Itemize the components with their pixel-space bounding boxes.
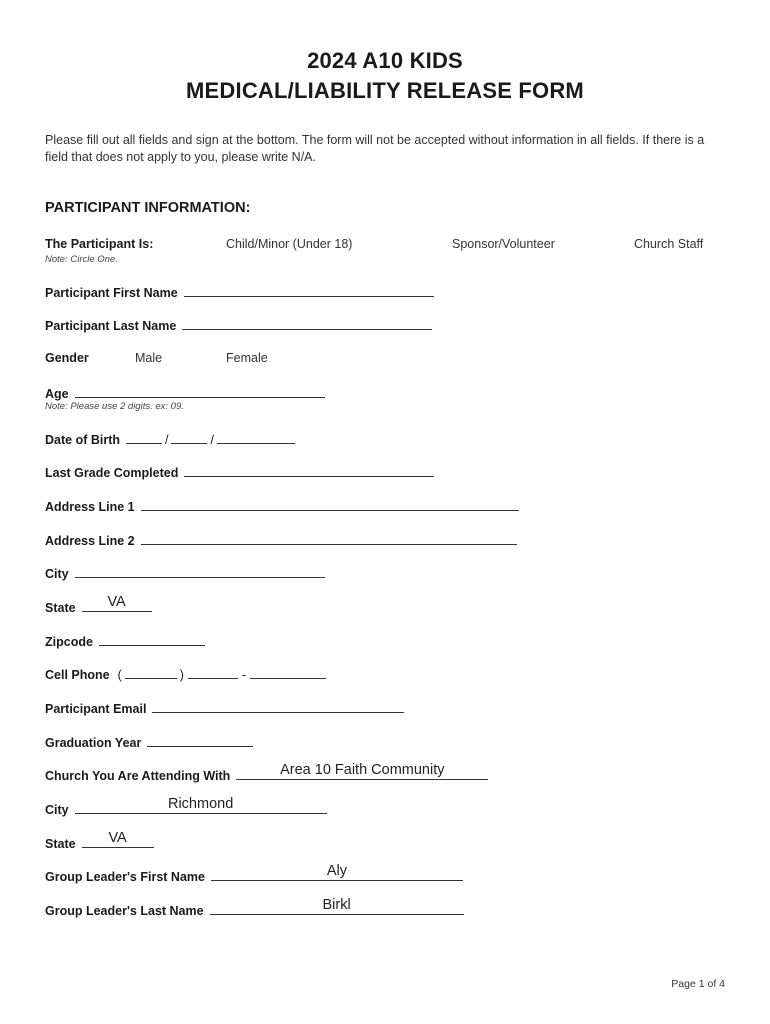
age-field[interactable] xyxy=(75,385,325,398)
gender-label: Gender xyxy=(45,351,89,365)
last-grade-row: Last Grade Completed xyxy=(45,464,434,480)
address1-field[interactable] xyxy=(141,498,519,511)
option-church-staff[interactable]: Church Staff xyxy=(634,237,704,251)
church-row: Church You Are Attending With Area 10 Faith Community xyxy=(45,767,488,783)
participant-type-note: Note: Circle One. xyxy=(45,254,118,265)
zipcode-field[interactable] xyxy=(99,633,205,646)
church-field[interactable]: Area 10 Faith Community xyxy=(236,767,488,780)
last-grade-field[interactable] xyxy=(184,464,434,477)
option-female[interactable]: Female xyxy=(226,351,268,365)
leader-first-row: Group Leader's First Name Aly xyxy=(45,868,463,884)
church-state-row: State VA xyxy=(45,835,154,851)
phone-area-code-field[interactable] xyxy=(125,666,177,679)
dob-day-field[interactable] xyxy=(171,431,207,444)
participant-type-label: The Participant Is: xyxy=(45,237,154,251)
option-child-minor[interactable]: Child/Minor (Under 18) xyxy=(226,237,353,251)
city-field[interactable] xyxy=(75,565,325,578)
dob-year-field[interactable] xyxy=(217,431,295,444)
phone-line-field[interactable] xyxy=(250,666,326,679)
state-field[interactable]: VA xyxy=(82,599,152,612)
zipcode-row: Zipcode xyxy=(45,633,205,649)
form-title-line1: 2024 A10 KIDS xyxy=(307,48,463,73)
option-sponsor-volunteer[interactable]: Sponsor/Volunteer xyxy=(452,237,555,251)
city-row: City xyxy=(45,565,325,581)
address1-row: Address Line 1 xyxy=(45,498,519,514)
leader-first-name-field[interactable]: Aly xyxy=(211,868,463,881)
first-name-row: Participant First Name xyxy=(45,284,434,300)
phone-prefix-field[interactable] xyxy=(188,666,238,679)
form-title-line2: MEDICAL/LIABILITY RELEASE FORM xyxy=(186,78,584,103)
church-state-field[interactable]: VA xyxy=(82,835,154,848)
section-title: PARTICIPANT INFORMATION: xyxy=(45,200,251,216)
page-number: Page 1 of 4 xyxy=(671,978,725,990)
dob-month-field[interactable] xyxy=(126,431,162,444)
email-field[interactable] xyxy=(152,700,404,713)
church-city-field[interactable]: Richmond xyxy=(75,801,327,814)
option-male[interactable]: Male xyxy=(135,351,163,365)
last-name-row: Participant Last Name xyxy=(45,317,432,333)
leader-last-name-field[interactable]: Birkl xyxy=(210,902,464,915)
cell-phone-row: Cell Phone ( ) - xyxy=(45,666,326,682)
state-row: State VA xyxy=(45,599,152,615)
first-name-field[interactable] xyxy=(184,284,434,297)
instructions-text: Please fill out all fields and sign at the bottom. The form will not be accepted without information in all fields. If there is a field that does not apply to you, please write N/A. xyxy=(45,133,705,164)
address2-field[interactable] xyxy=(141,532,517,545)
church-city-row: City Richmond xyxy=(45,801,327,817)
age-note: Note: Please use 2 digits. ex: 09. xyxy=(45,401,184,412)
address2-row: Address Line 2 xyxy=(45,532,517,548)
last-name-field[interactable] xyxy=(182,317,432,330)
email-row: Participant Email xyxy=(45,700,404,716)
dob-row: Date of Birth / / xyxy=(45,431,295,447)
graduation-year-row: Graduation Year xyxy=(45,734,253,750)
graduation-year-field[interactable] xyxy=(147,734,253,747)
age-row: Age xyxy=(45,385,325,401)
leader-last-row: Group Leader's Last Name Birkl xyxy=(45,902,464,918)
